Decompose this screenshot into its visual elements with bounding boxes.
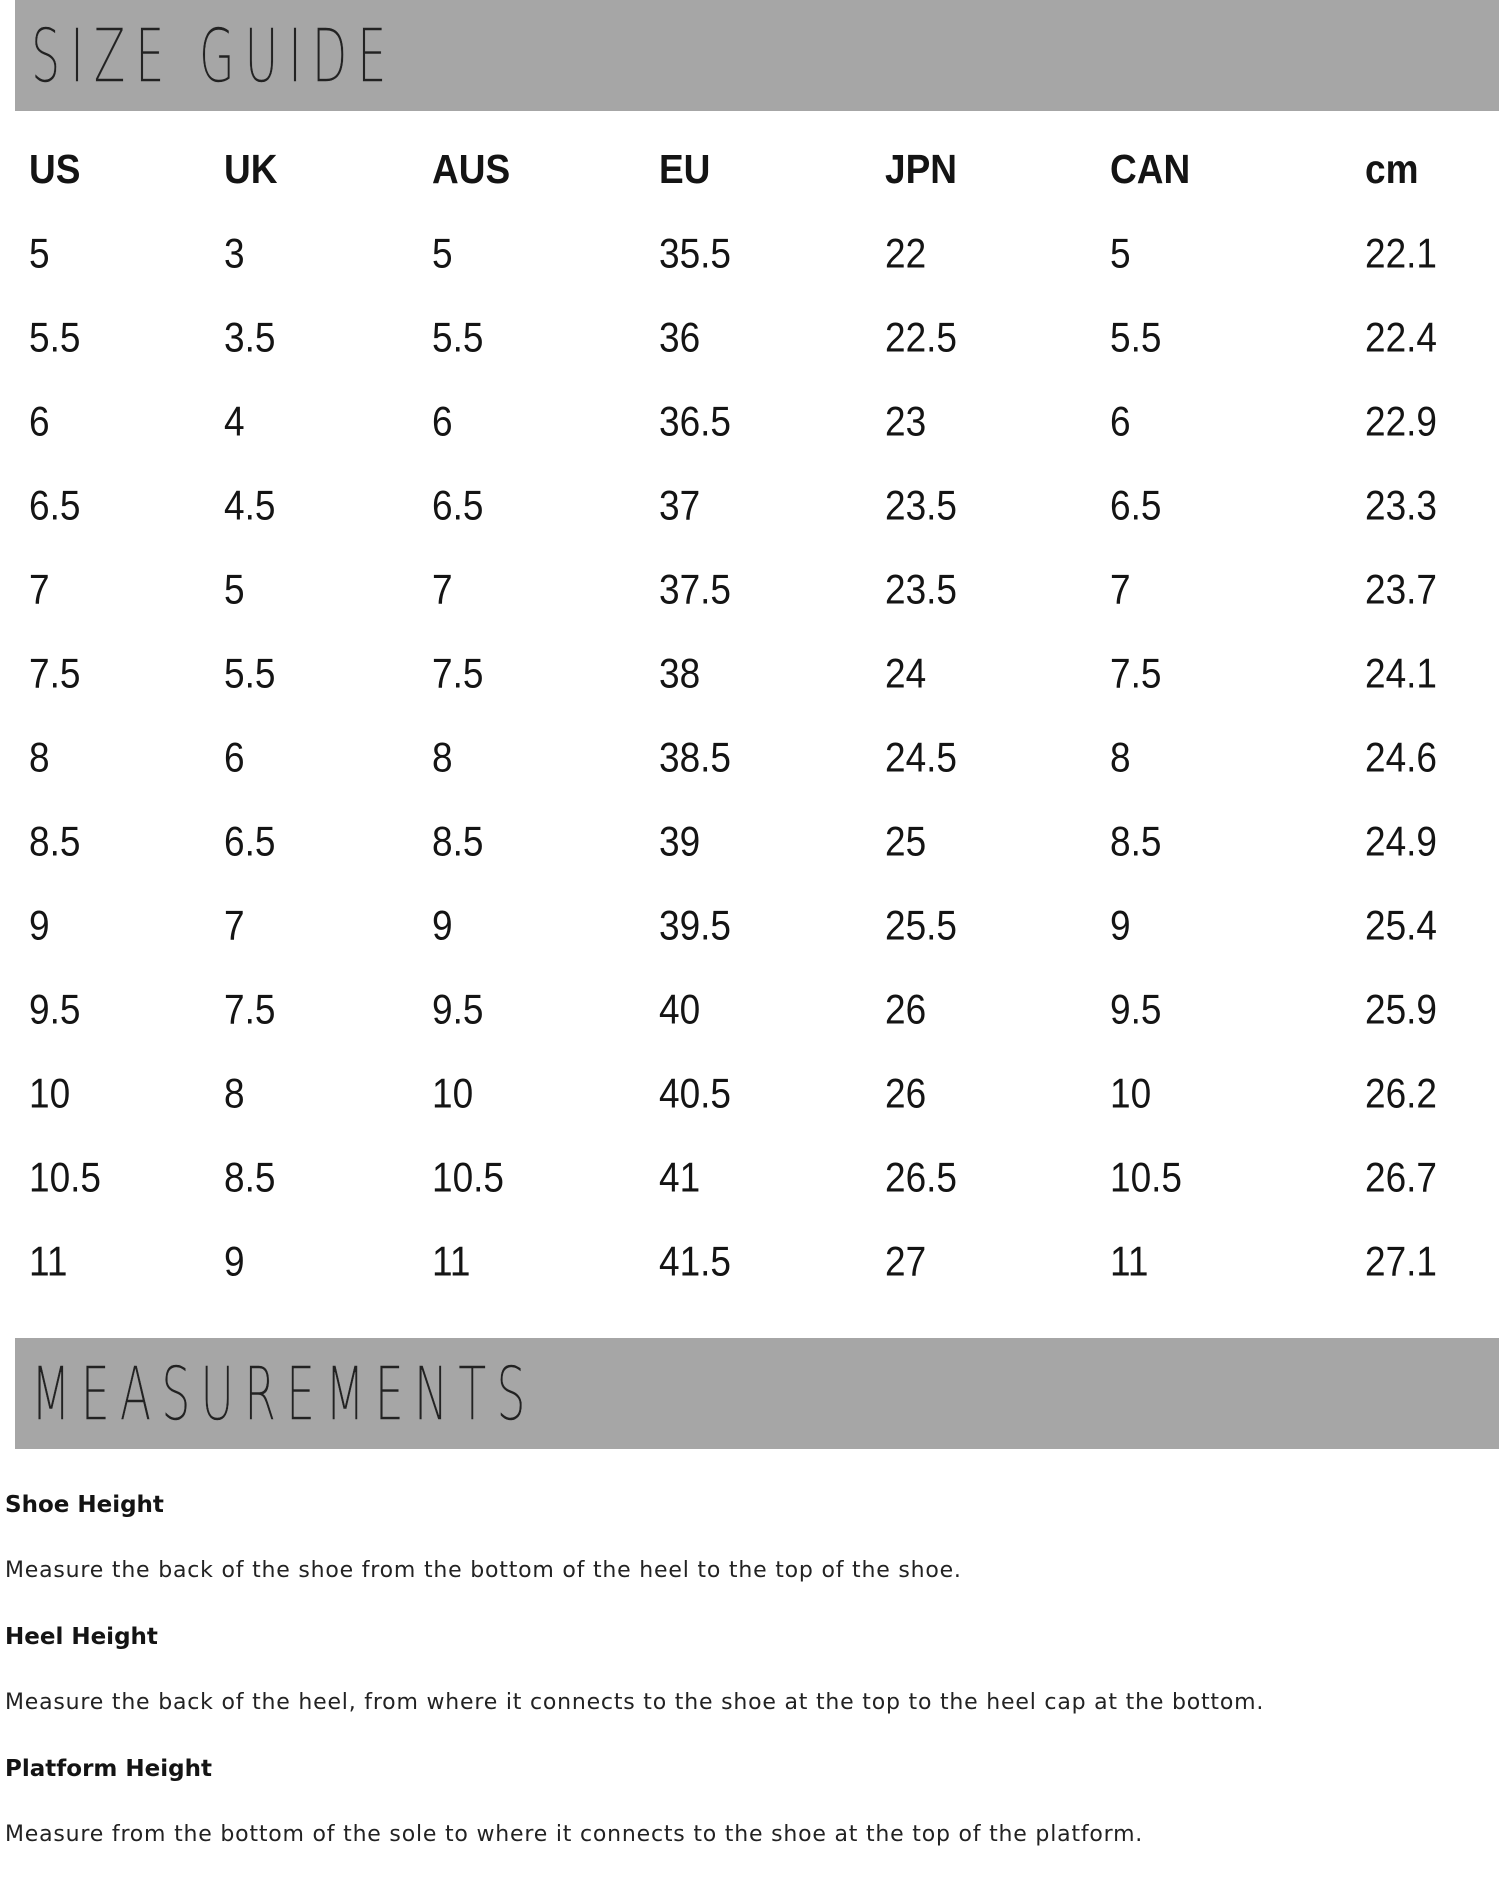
table-cell-uk: 8 [224,1070,245,1117]
table-cell-jpn: 23.5 [885,482,958,529]
table-row [0,224,1499,284]
table-cell-can: 9.5 [1110,986,1162,1033]
table-cell-us: 8 [29,734,50,781]
table-cell-aus: 6.5 [432,482,484,529]
table-cell-aus: 9.5 [432,986,484,1033]
table-cell-can: 7 [1110,566,1131,613]
table-cell-aus: 7 [432,566,453,613]
table-cell-us: 10 [29,1070,71,1117]
table-cell-eu: 39.5 [659,902,732,949]
table-cell-can: 7.5 [1110,650,1162,697]
table-cell-can: 5 [1110,230,1131,277]
table-cell-us: 6.5 [29,482,81,529]
table-cell-eu: 39 [659,818,701,865]
measurements-banner [15,1338,1499,1449]
column-header-us: US [29,146,81,192]
table-row [0,728,1499,788]
table-row [0,1232,1499,1292]
table-cell-cm: 23.7 [1365,566,1438,613]
column-header-aus: AUS [432,146,511,192]
table-cell-uk: 5.5 [224,650,276,697]
table-cell-uk: 7.5 [224,986,276,1033]
table-cell-cm: 24.9 [1365,818,1438,865]
table-cell-jpn: 22 [885,230,927,277]
table-cell-uk: 3.5 [224,314,276,361]
table-cell-jpn: 23 [885,398,927,445]
table-cell-aus: 10 [432,1070,474,1117]
table-cell-jpn: 25.5 [885,902,958,949]
table-cell-uk: 6 [224,734,245,781]
table-cell-can: 9 [1110,902,1131,949]
table-cell-us: 5.5 [29,314,81,361]
heel-height-description: Measure the back of the heel, from where it connects to the shoe at the top to the heel cap at the bottom. [5,1690,1265,1715]
table-cell-aus: 9 [432,902,453,949]
table-cell-cm: 22.4 [1365,314,1438,361]
table-cell-can: 11 [1110,1238,1149,1285]
table-row [0,392,1499,452]
table-cell-jpn: 24.5 [885,734,958,781]
table-cell-us: 7.5 [29,650,81,697]
table-cell-us: 5 [29,230,50,277]
table-cell-uk: 8.5 [224,1154,276,1201]
table-cell-eu: 35.5 [659,230,732,277]
table-cell-can: 8.5 [1110,818,1162,865]
table-cell-uk: 4.5 [224,482,276,529]
table-cell-cm: 26.7 [1365,1154,1438,1201]
table-cell-eu: 38.5 [659,734,732,781]
table-cell-cm: 27.1 [1365,1238,1438,1285]
table-row [0,896,1499,956]
shoe-height-description: Measure the back of the shoe from the bottom of the heel to the top of the shoe. [5,1558,962,1583]
table-cell-aus: 6 [432,398,453,445]
heel-height-heading: Heel Height [5,1624,158,1650]
size-guide-title: SIZE GUIDE [31,12,397,99]
table-row [0,476,1499,536]
table-row [0,644,1499,704]
column-header-cm: cm [1365,146,1419,192]
table-cell-jpn: 24 [885,650,927,697]
table-cell-cm: 22.9 [1365,398,1438,445]
column-header-can: CAN [1110,146,1191,192]
table-cell-jpn: 26.5 [885,1154,958,1201]
column-header-uk: UK [224,146,278,192]
table-cell-us: 7 [29,566,50,613]
table-header-row [0,140,1499,200]
table-cell-can: 10 [1110,1070,1152,1117]
table-cell-eu: 37 [659,482,701,529]
table-cell-aus: 10.5 [432,1154,505,1201]
table-cell-cm: 24.1 [1365,650,1438,697]
table-cell-us: 9 [29,902,50,949]
table-cell-uk: 5 [224,566,245,613]
platform-height-heading: Platform Height [5,1756,212,1782]
table-cell-eu: 38 [659,650,701,697]
table-cell-aus: 11 [432,1238,471,1285]
table-cell-uk: 4 [224,398,245,445]
table-cell-aus: 5.5 [432,314,484,361]
size-table [0,140,1499,1330]
table-cell-cm: 26.2 [1365,1070,1438,1117]
table-cell-jpn: 22.5 [885,314,958,361]
table-cell-jpn: 25 [885,818,927,865]
size-guide-banner [15,0,1499,111]
shoe-height-heading: Shoe Height [5,1492,164,1518]
table-cell-us: 11 [29,1238,68,1285]
table-cell-eu: 41 [659,1154,701,1201]
platform-height-description: Measure from the bottom of the sole to where it connects to the shoe at the top of the platform. [5,1822,1144,1847]
table-cell-eu: 40.5 [659,1070,732,1117]
table-cell-us: 9.5 [29,986,81,1033]
table-cell-jpn: 26 [885,986,927,1033]
table-cell-jpn: 27 [885,1238,927,1285]
table-cell-us: 6 [29,398,50,445]
table-cell-cm: 23.3 [1365,482,1438,529]
table-cell-aus: 8 [432,734,453,781]
table-cell-cm: 24.6 [1365,734,1438,781]
table-cell-jpn: 23.5 [885,566,958,613]
table-cell-us: 8.5 [29,818,81,865]
table-cell-cm: 22.1 [1365,230,1438,277]
table-cell-can: 6 [1110,398,1131,445]
table-cell-us: 10.5 [29,1154,102,1201]
table-cell-eu: 36.5 [659,398,732,445]
table-row [0,1148,1499,1208]
column-header-eu: EU [659,146,711,192]
table-cell-uk: 6.5 [224,818,276,865]
table-cell-uk: 9 [224,1238,245,1285]
table-cell-cm: 25.9 [1365,986,1438,1033]
table-cell-can: 6.5 [1110,482,1162,529]
table-cell-eu: 37.5 [659,566,732,613]
table-cell-cm: 25.4 [1365,902,1438,949]
table-cell-can: 8 [1110,734,1131,781]
table-cell-uk: 3 [224,230,245,277]
table-cell-can: 5.5 [1110,314,1162,361]
table-row [0,308,1499,368]
measurements-title: MEASUREMENTS [31,1350,536,1437]
table-cell-eu: 40 [659,986,701,1033]
table-row [0,1064,1499,1124]
table-cell-uk: 7 [224,902,245,949]
table-row [0,980,1499,1040]
table-cell-eu: 36 [659,314,701,361]
table-cell-aus: 7.5 [432,650,484,697]
table-cell-can: 10.5 [1110,1154,1183,1201]
table-cell-eu: 41.5 [659,1238,732,1285]
table-cell-jpn: 26 [885,1070,927,1117]
column-header-jpn: JPN [885,146,957,192]
table-cell-aus: 8.5 [432,818,484,865]
table-cell-aus: 5 [432,230,453,277]
table-row [0,560,1499,620]
table-row [0,812,1499,872]
